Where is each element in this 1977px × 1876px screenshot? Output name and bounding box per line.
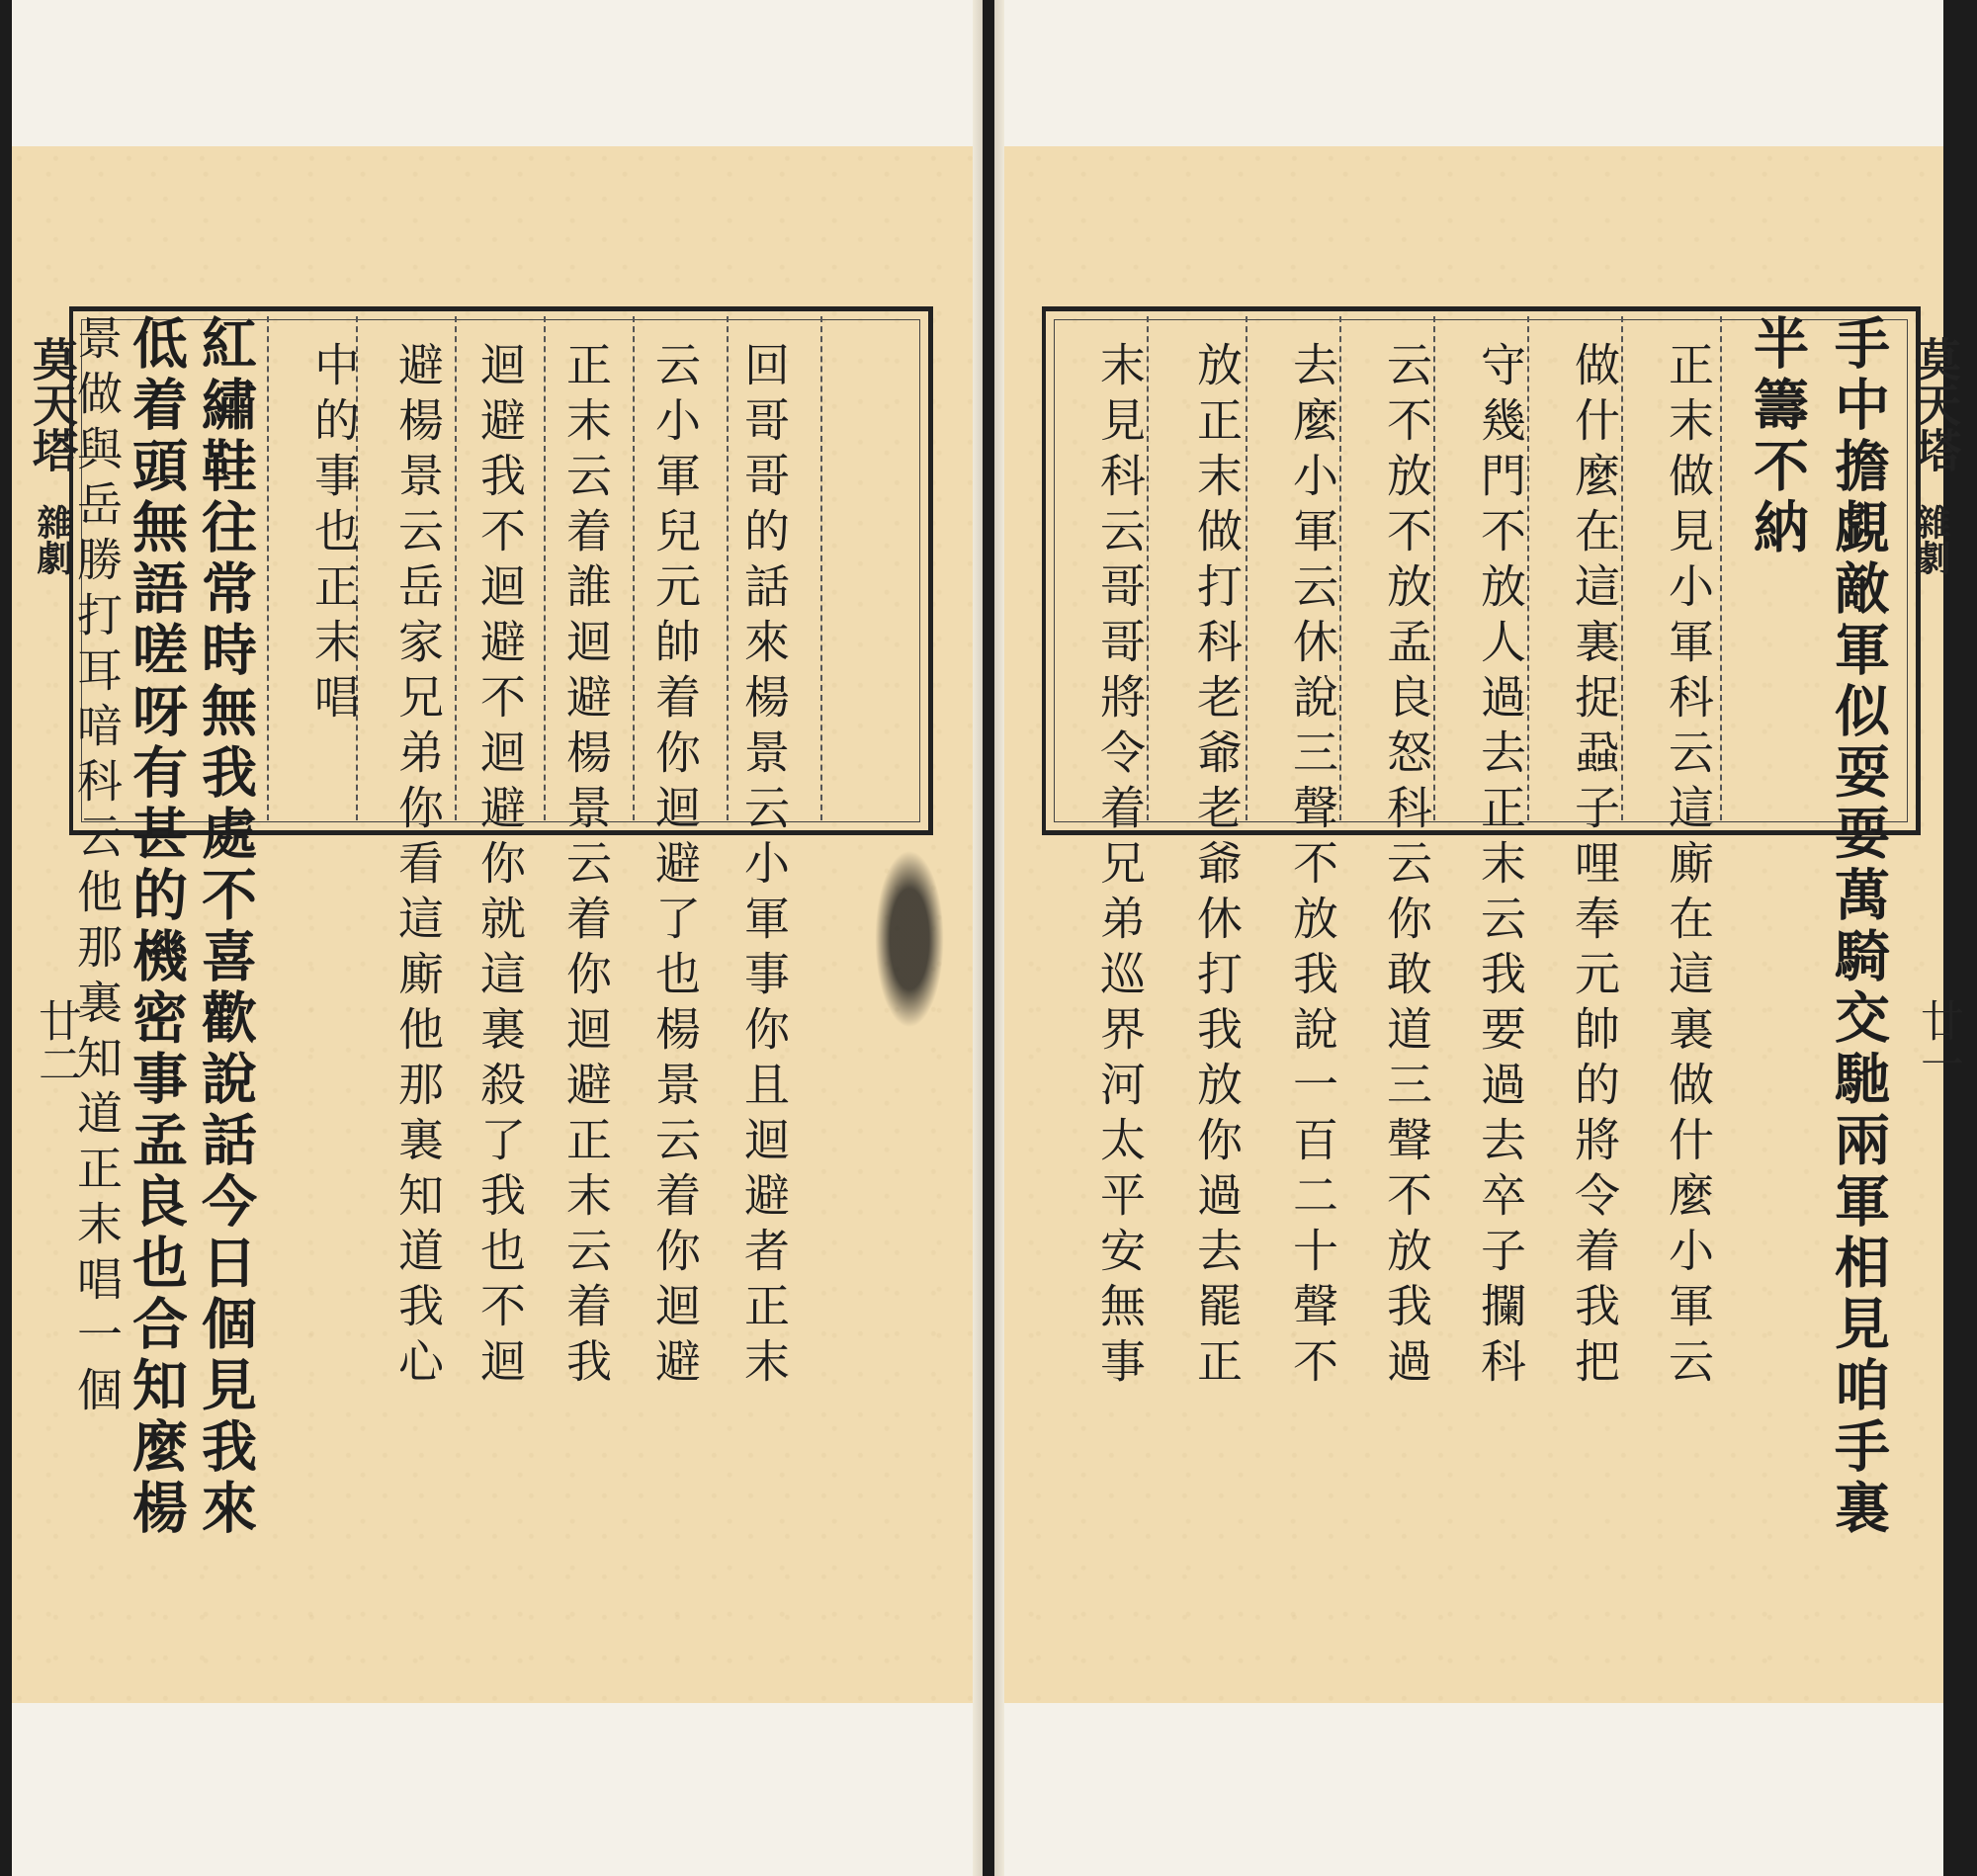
left-col-5: 避楊景云岳家兄弟你看這廝他那裏知道我心 bbox=[391, 341, 445, 1393]
left-col-2: 低着頭無語嗟呀有甚的機密事孟良也合知麼楊 bbox=[124, 314, 189, 1540]
left-page-genre: 雜劇 bbox=[32, 504, 73, 575]
right-col-7: 去麼小軍云休說三聲不放我說一百二十聲不 bbox=[1286, 341, 1339, 1393]
left-col-8: 云小軍兒元帥着你迴避了也楊景云着你迴避 bbox=[648, 341, 702, 1393]
right-page-title: 莫天塔 bbox=[1909, 336, 1962, 472]
book-spine-right bbox=[994, 0, 1004, 1876]
right-col-8: 放正末做打科老爺老爺休打我放你過去罷正 bbox=[1190, 341, 1244, 1393]
left-page-title: 莫天塔 bbox=[26, 336, 79, 472]
right-col-2: 半籌不納 bbox=[1745, 314, 1810, 559]
right-page-genre: 雜劇 bbox=[1910, 504, 1951, 575]
right-page-folio: 廿一 bbox=[1913, 998, 1963, 1085]
right-col-9: 末見科云哥哥將令着兄弟巡界河太平安無事 bbox=[1093, 341, 1147, 1393]
left-col-3: 景做與岳勝打耳喑科云他那裏知道正末唱一個 bbox=[70, 314, 124, 1421]
right-col-5: 守幾門不放人過去正末云我要過去卒子攔科 bbox=[1474, 341, 1527, 1393]
left-col-4: 中的事也正末唱 bbox=[307, 341, 361, 728]
left-col-7: 正末云着誰迴避楊景云着你迴避正末云着我 bbox=[559, 341, 613, 1393]
left-page-folio: 廿二 bbox=[31, 998, 81, 1085]
book-spine-left bbox=[973, 0, 983, 1876]
right-col-3: 正末做見小軍科云這廝在這裏做什麼小軍云 bbox=[1662, 341, 1715, 1393]
right-col-6: 云不放不放孟良怒科云你敢道三聲不放我過 bbox=[1380, 341, 1433, 1393]
right-col-1: 手中擔覷敵軍似耍耍萬騎交馳兩軍相見咱手裏 bbox=[1826, 314, 1891, 1540]
left-col-6: 迴避我不迴避不迴避你就這裏殺了我也不迴 bbox=[473, 341, 527, 1393]
right-col-4: 做什麼在這裏捉蝨子哩奉元帥的將令着我把 bbox=[1568, 341, 1621, 1393]
left-col-9: 回哥哥的話來楊景云小軍事你且迴避者正末 bbox=[737, 341, 791, 1393]
ink-smudge bbox=[875, 850, 944, 1028]
left-col-1: 紅繡鞋往常時無我處不喜歡說話今日個見我來 bbox=[193, 314, 258, 1540]
